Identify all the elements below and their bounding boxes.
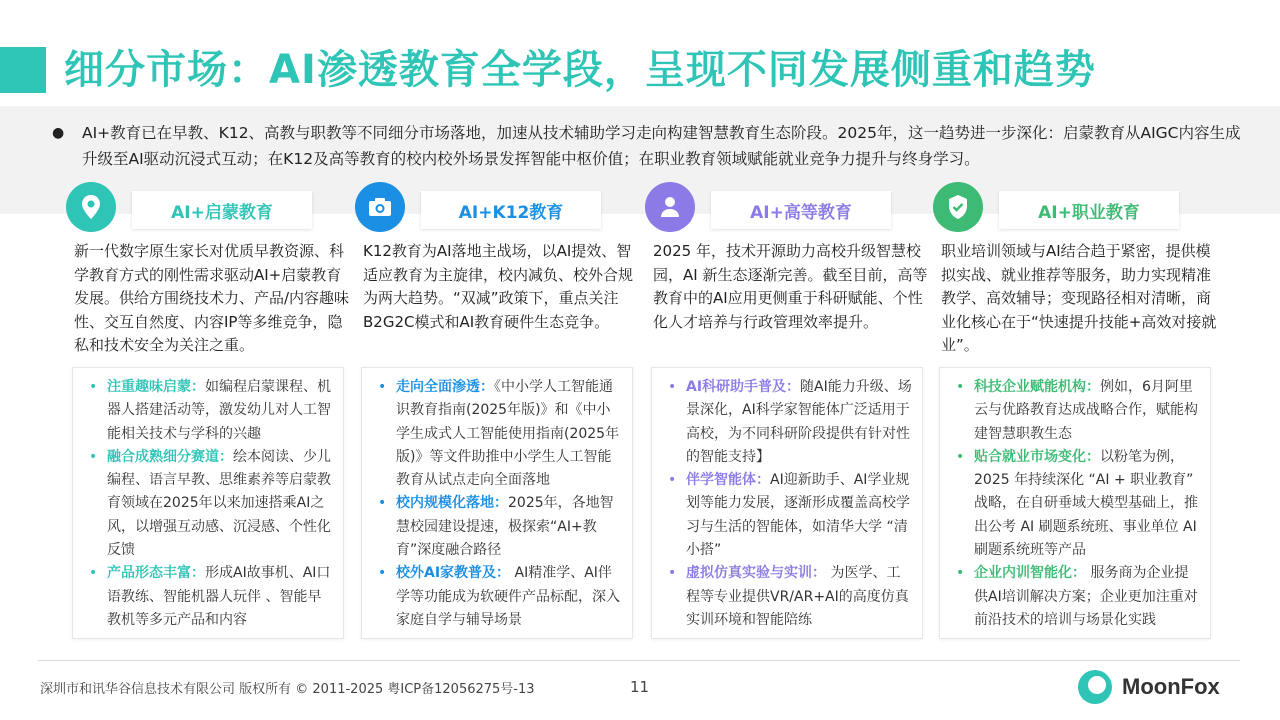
page-title: 细分市场：AI渗透教育全学段，呈现不同发展侧重和趋势: [64, 47, 1096, 93]
column-k12-education: [355, 182, 640, 642]
list-item: • 科技企业赋能机构：例如，6月阿里云与优路教育达成战略合作，赋能构建智慧职教生态: [956, 379, 1198, 442]
detail-card: [72, 367, 344, 639]
title-accent-bar: [0, 47, 46, 93]
copyright-text: 深圳市和讯华谷信息技术有限公司 版权所有 © 2011-2025 粤ICP备12056275号-13: [40, 682, 535, 697]
column-vocational-education: [933, 182, 1218, 642]
list-item: • 校内规模化落地：2025年，各地智慧校园建设提速，极探索“AI+教育”深度融合路径: [378, 495, 614, 559]
detail-card: [939, 367, 1211, 639]
moonfox-logo-icon: [1076, 668, 1114, 706]
list-item: • 虚拟仿真实验与实训： 为医学、工程等专业提供VR/AR+AI的高度仿真实训环境和智能陪练: [668, 565, 909, 628]
column-description: K12教育为AI落地主战场，以AI提效、智适应教育为主旋律，校内减负、校外合规为两大趋势。“双减”政策下，重点关注B2G2C模式和AI教育硬件生态竞争。: [363, 242, 634, 331]
list-item: • 产品形态丰富：形成AI故事机、AI口语教练、智能机器人玩伴 、智能早教机等多元产品和内容: [89, 565, 331, 628]
footer-divider: [38, 660, 1240, 661]
camera-icon: [355, 182, 405, 232]
intro-paragraph: [52, 120, 1242, 172]
moonfox-logo: [1076, 668, 1220, 706]
list-item: • 伴学智能体：AI迎新助手、AI学业规划等能力发展，逐渐形成覆盖高校学习与生活的智能体，如清华大学 “清小搭”: [668, 472, 910, 559]
list-item: • 校外AI家教普及： AI精准学、AI伴学等功能成为软硬件产品标配，深入家庭自学与辅导场景: [378, 565, 620, 628]
column-heading: AI+高等教育: [711, 191, 891, 229]
column-heading: AI+K12教育: [421, 191, 601, 229]
column-heading: AI+职业教育: [999, 191, 1179, 229]
column-description: 2025 年，技术开源助力高校升级智慧校园，AI 新生态逐渐完善。截至目前，高等教育中的AI应用更侧重于科研赋能、个性化人才培养与行政管理效率提升。: [653, 242, 928, 331]
intro-bullet: ●: [52, 125, 65, 141]
list-item: • 注重趣味启蒙：如编程启蒙课程、机器人搭建活动等，激发幼儿对人工智能相关技术与学科的兴趣: [89, 379, 331, 442]
list-item: • 企业内训智能化： 服务商为企业提供AI培训解决方案；企业更加注重对前沿技术的培训与场景化实践: [956, 565, 1198, 628]
column-description: 新一代数字原生家长对优质早教资源、科学教育方式的刚性需求驱动AI+启蒙教育发展。供给方围绕技术力、产品/内容趣味性、交互自然度、内容IP等多维竞争，隐私和技术安全为关注之重。: [74, 242, 350, 354]
list-item: • 贴合就业市场变化：以粉笔为例，2025 年持续深化 “AI + 职业教育” 战略，在自研垂域大模型基础上，推出公考 AI 刷题系统班、事业单位 AI 刷题系统班等产品: [956, 448, 1198, 559]
logo-text: MoonFox: [1122, 674, 1220, 699]
page-number: 11: [630, 678, 650, 696]
detail-card: [361, 367, 633, 639]
detail-card: [651, 367, 923, 639]
user-icon: [645, 182, 695, 232]
intro-text: AI+教育已在早教、K12、高教与职教等不同细分市场落地，加速从技术辅助学习走向构建智慧教育生态阶段。2025年，这一趋势进一步深化：启蒙教育从AIGC内容生成升级至AI驱动沉浸式互动；在K12及高等教育的校内校外场景发挥智能中枢价值；在职业教育领域赋能就业竞争力提升与终身学习。: [82, 124, 1241, 168]
list-item: • 走向全面渗透：《中小学人工智能通识教育指南(2025年版)》和《中小学生成式人工智能使用指南(2025年版)》等文件助推中小学生人工智能教育从试点走向全面落地: [378, 379, 620, 489]
list-item: • 融合成熟细分赛道：绘本阅读、少儿编程、语言早教、思维素养等启蒙教育领域在2025年以来加速搭乘AI之风，以增强互动感、沉浸感、个性化反馈: [89, 448, 331, 559]
location-pin-icon: [66, 182, 116, 232]
column-heading: AI+启蒙教育: [132, 191, 312, 229]
list-item: • AI科研助手普及：随AI能力升级、场景深化，AI科学家智能体广泛适用于高校，为不同科研阶段提供有针对性的智能支持】: [668, 379, 912, 465]
column-early-education: [66, 182, 351, 642]
shield-check-icon: [933, 182, 983, 232]
column-higher-education: [645, 182, 930, 642]
column-description: 职业培训领域与AI结合趋于紧密，提供模拟实战、就业推荐等服务，助力实现精准教学、高效辅导；变现路径相对清晰，商业化核心在于“快速提升技能+高效对接就业”。: [941, 242, 1217, 354]
